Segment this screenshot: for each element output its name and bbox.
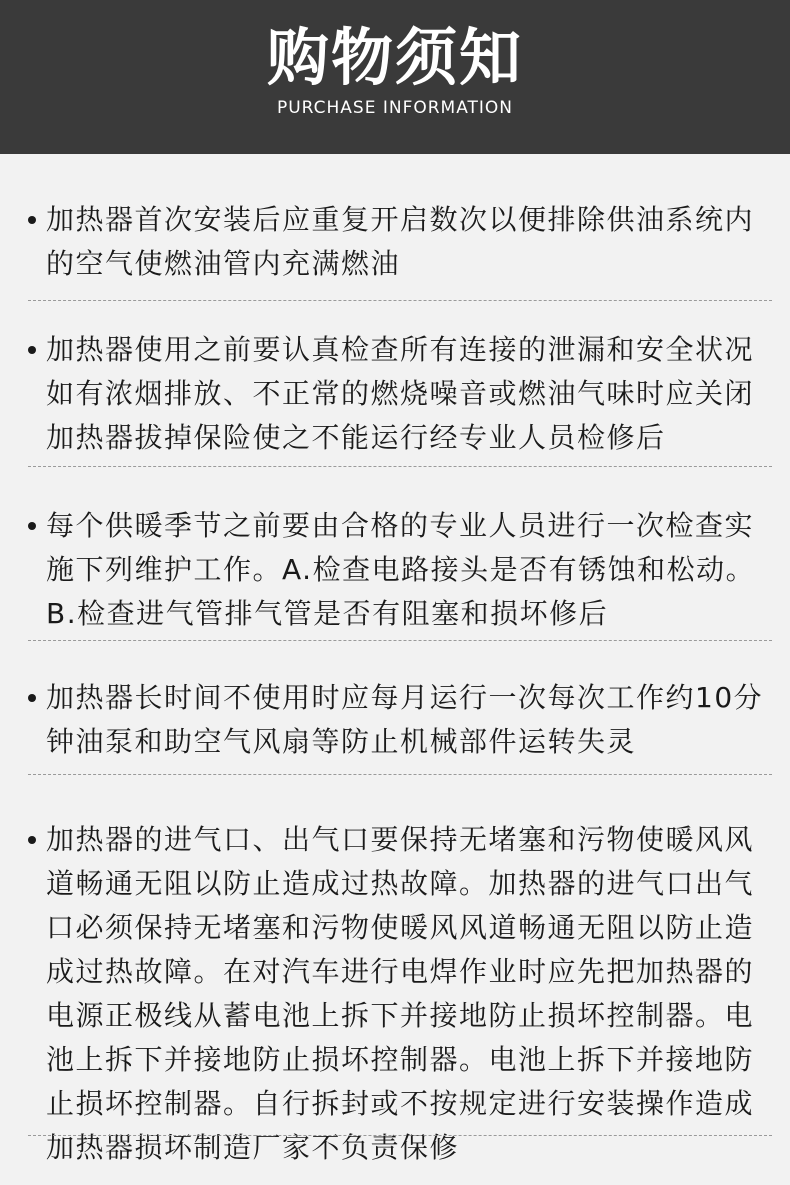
bullet-icon [28, 694, 36, 702]
notice-text: 加热器长时间不使用时应每月运行一次每次工作约10分钟油泵和助空气风扇等防止机械部件运转失灵 [46, 681, 764, 758]
page-subtitle: PURCHASE INFORMATION [276, 98, 514, 118]
bullet-icon [28, 836, 36, 844]
notice-text: 加热器使用之前要认真检查所有连接的泄漏和安全状况如有浓烟排放、不正常的燃烧噪音或燃油气味时应关闭加热器拔掉保险使之不能运行经专业人员检修后 [46, 333, 755, 454]
dashed-divider [28, 300, 772, 301]
bullet-icon [28, 346, 36, 354]
header-banner [0, 0, 790, 154]
bullet-icon [28, 216, 36, 224]
page-title: 购物须知 [266, 21, 523, 94]
notice-text: 加热器的进气口、出气口要保持无堵塞和污物使暖风风道畅通无阻以防止造成过热故障。加热器的进气口出气口必须保持无堵塞和污物使暖风风道畅通无阻以防止造成过热故障。在对汽车进行电焊作业时应先把加热器的电源正极线从蓄电池上拆下并接地防止损坏控制器。电池上拆下并接地防止损坏控制器。电池上拆下并接地防止损坏控制器。自行拆封或不按规定进行安装操作造成加热器损坏制造厂家不负责保修 [46, 823, 755, 1164]
bullet-icon [28, 522, 36, 530]
dashed-divider [28, 640, 772, 641]
notice-text: 加热器首次安装后应重复开启数次以便排除供油系统内的空气使燃油管内充满燃油 [46, 203, 755, 280]
dashed-divider [28, 466, 772, 467]
dashed-divider [28, 774, 772, 775]
dashed-divider [28, 1135, 772, 1136]
notice-text: 每个供暖季节之前要由合格的专业人员进行一次检查实施下列维护工作。A.检查电路接头是否有锈蚀和松动。B.检查进气管排气管是否有阻塞和损坏修后 [46, 509, 756, 630]
